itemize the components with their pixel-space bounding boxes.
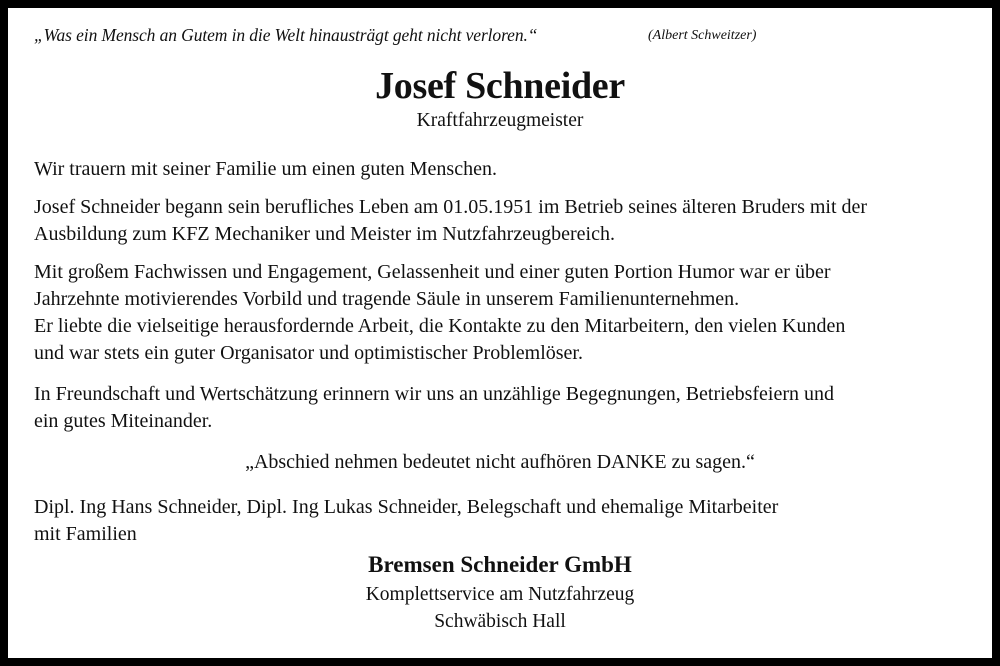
paragraph-line: und war stets ein guter Organisator und optimistischer Problemlöser. — [34, 342, 583, 364]
paragraph-career — [34, 194, 984, 248]
company-city: Schwäbisch Hall — [434, 611, 566, 632]
paragraph-line: Er liebte die vielseitige herausfordernde Arbeit, die Kontakte zu den Mitarbeitern, den vielen Kunden — [34, 315, 846, 337]
company-tagline: Komplettservice am Nutzfahrzeug — [365, 584, 635, 605]
obituary-notice — [8, 8, 992, 658]
paragraph-tribute — [34, 259, 984, 367]
deceased-name: Josef Schneider — [375, 65, 625, 107]
paragraph-mourning — [34, 156, 984, 183]
motto-author: (Albert Schweitzer) — [648, 28, 757, 43]
signers-line: Dipl. Ing Hans Schneider, Dipl. Ing Lukas Schneider, Belegschaft und ehemalige Mitarbeiter — [34, 496, 779, 518]
signers-line: mit Familien — [34, 523, 137, 545]
signers — [34, 494, 984, 548]
paragraph-line: Jahrzehnte motivierendes Vorbild und tragende Säule in unserem Familienunternehmen. — [34, 288, 740, 310]
deceased-profession: Kraftfahrzeugmeister — [416, 110, 584, 131]
closing-quote: „Abschied nehmen bedeutet nicht aufhören DANKE zu sagen.“ — [245, 451, 755, 473]
paragraph-line: Mit großem Fachwissen und Engagement, Gelassenheit und einer guten Portion Humor war er über — [34, 261, 831, 283]
paragraph-line: In Freundschaft und Wertschätzung erinnern wir uns an unzählige Begegnungen, Betriebsfeiern und — [34, 383, 834, 405]
paragraph-line: ein gutes Miteinander. — [34, 410, 213, 432]
paragraph-remembrance — [34, 381, 984, 435]
company-name: Bremsen Schneider GmbH — [368, 552, 632, 577]
paragraph-line: Ausbildung zum KFZ Mechaniker und Meister im Nutzfahrzeugbereich. — [34, 223, 615, 245]
paragraph-line: Wir trauern mit seiner Familie um einen guten Menschen. — [34, 158, 497, 180]
motto-quote: „Was ein Mensch an Gutem in die Welt hinausträgt geht nicht verloren.“ — [34, 25, 538, 45]
paragraph-line: Josef Schneider begann sein berufliches Leben am 01.05.1951 im Betrieb seines älteren Bruders mit der — [34, 196, 868, 218]
